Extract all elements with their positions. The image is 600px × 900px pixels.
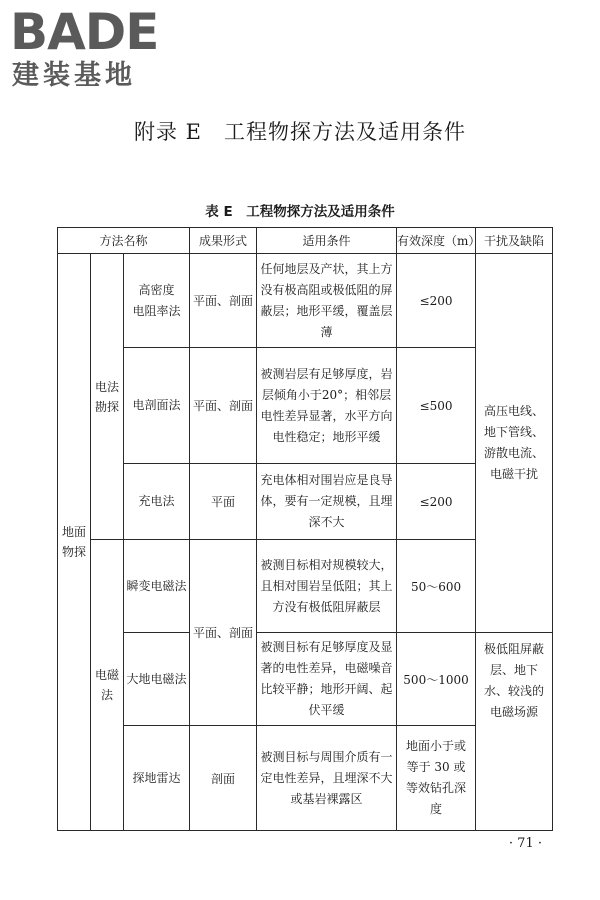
header-condition: 适用条件 <box>257 228 397 254</box>
depth-cell: 50～600 <box>397 540 476 633</box>
logo-brand-text: BADE <box>10 3 159 61</box>
header-interference: 干扰及缺陷 <box>476 228 553 254</box>
header-method: 方法名称 <box>58 228 190 254</box>
depth-cell: ≤200 <box>397 464 476 540</box>
output-cell: 平面、剖面 <box>190 254 257 348</box>
category-cell: 地面 物探 <box>58 254 91 831</box>
interference-cell-bottom: 极低阻屏蔽层、地下水、较浅的电磁场源 <box>476 633 553 831</box>
method-cell: 探地雷达 <box>124 726 190 831</box>
table-header-row <box>58 228 553 254</box>
interference-cell-top: 高压电线、地下管线、游散电流、电磁干扰 <box>476 254 553 633</box>
condition-cell: 被测目标有足够厚度及显著的电性差异，电磁噪音比较平静；地形开阔、起伏平缓 <box>257 633 397 726</box>
condition-cell: 被测目标与周围介质有一定电性差异，且埋深不大或基岩裸露区 <box>257 726 397 831</box>
depth-cell: 地面小于或等于 30 或等效钻孔深度 <box>397 726 476 831</box>
depth-cell: ≤500 <box>397 348 476 464</box>
condition-cell: 任何地层及产状，其上方没有极高阻或极低阻的屏蔽层；地形平缓，覆盖层薄 <box>257 254 397 348</box>
method-cell: 大地电磁法 <box>124 633 190 726</box>
group-cell-em: 电磁 法 <box>91 540 124 831</box>
output-cell: 剖面 <box>190 726 257 831</box>
page-number: · 71 · <box>508 836 542 851</box>
table-row <box>58 633 553 726</box>
logo-subtitle: 建装基地 <box>12 60 136 91</box>
depth-cell: 500～1000 <box>397 633 476 726</box>
method-cell: 充电法 <box>124 464 190 540</box>
table-row <box>58 254 553 348</box>
condition-cell: 被测目标相对规模较大，且相对围岩呈低阻；其上方没有极低阻屏蔽层 <box>257 540 397 633</box>
brand-logo <box>8 4 188 94</box>
geophysical-methods-table <box>57 227 553 831</box>
header-depth: 有效深度（m） <box>397 228 476 254</box>
appendix-title: 附录 E 工程物探方法及适用条件 <box>133 120 466 144</box>
depth-cell: ≤200 <box>397 254 476 348</box>
table-caption: 表 E 工程物探方法及适用条件 <box>205 204 395 220</box>
output-cell: 平面 <box>190 464 257 540</box>
output-cell-merged: 平面、剖面 <box>190 540 257 726</box>
method-cell: 瞬变电磁法 <box>124 540 190 633</box>
method-cell: 电剖面法 <box>124 348 190 464</box>
condition-cell: 被测岩层有足够厚度，岩层倾角小于20°；相邻层电性差异显著，水平方向电性稳定；地形平缓 <box>257 348 397 464</box>
condition-cell: 充电体相对围岩应是良导体，要有一定规模，且埋深不大 <box>257 464 397 540</box>
group-cell-electric: 电法 勘探 <box>91 254 124 540</box>
output-cell: 平面、剖面 <box>190 348 257 464</box>
header-output: 成果形式 <box>190 228 257 254</box>
method-cell: 高密度 电阻率法 <box>124 254 190 348</box>
